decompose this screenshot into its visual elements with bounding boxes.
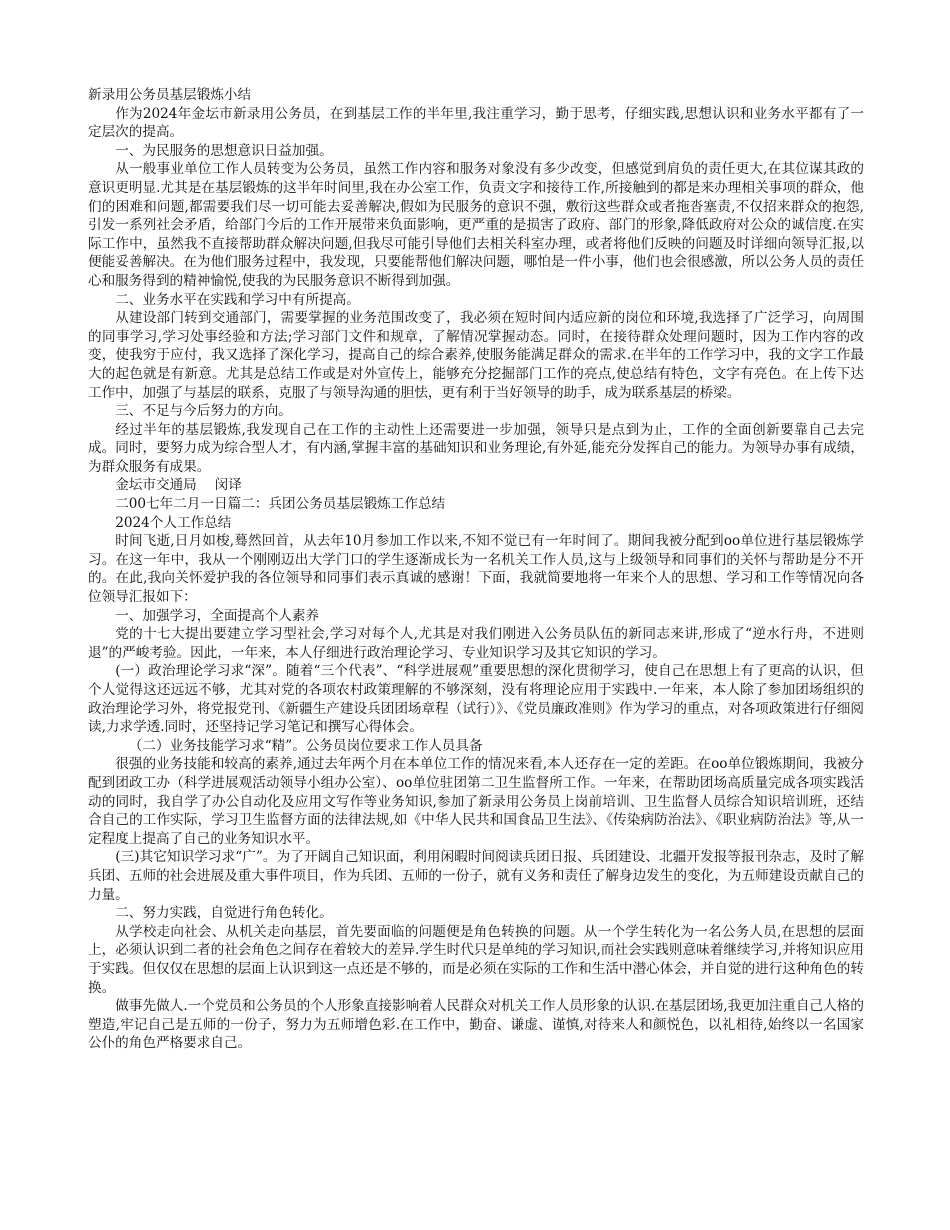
paragraph: 从一般事业单位工作人员转变为公务员，虽然工作内容和服务对象没有多少改变，但感觉到肩负的责任更大,在其位谋其政的意识更明显.尤其是在基层锻炼的这半年时间里,我在办公室工作，负责文字和接待工作,所接触到的都是来办理相关事项的群众，他们的困难和问题,都需要我们尽一切可能去妥善解决,假如为民服务的意识不强，敷衍这些群众或者拖沓塞责,不仅招来群众的抱怨,引发一系列社会矛盾，给部门今后的工作开展带来负面影响，更严重的是损害了政府、部门的形象,降低政府对公众的诚信度.在实际工作中，虽然我不直接帮助群众解决问题,但我尽可能引导他们去相关科室办理，或者将他们反映的问题及时详细向领导汇报,以便能妥善解决。在为他们服务过程中，我发现，只要能帮他们解决问题，哪怕是一件小事，他们也会很感激，所以公务人员的责任心和服务得到的精神愉悦,使我的为民服务意识不断得到加强。 (88, 161, 864, 289)
paragraph: 二、业务水平在实践和学习中有所提高。 (115, 291, 360, 308)
paragraph: 经过半年的基层锻炼,我发现自己在工作的主动性上还需要进一步加强，领导只是点到为止，工作的全面创新要靠自己去完成。同时，要努力成为综合型人才，有内涵,掌握丰富的基础知识和业务理论,有外延,能充分发挥自己的能力。为领导办事有成绩，为群众服务有成果。 (88, 421, 864, 475)
paragraph: 时间飞逝,日月如梭,蓦然回首，从去年10月参加工作以来,不知不觉已有一年时间了。期间我被分配到oo单位进行基层锻炼学习。在这一年中，我从一个刚刚迈出大学门口的学生逐渐成长为一名机关工作人员,这与上级领导和同事们的关怀与帮助是分不开的。在此,我向关怀爱护我的各位领导和同事们表示真诚的感谢！下面，我就简要地将一年来个人的思想、学习和工作等情况向各位领导汇报如下： (88, 533, 864, 606)
paragraph: 很强的业务技能和较高的素养,通过去年两个月在本单位工作的情况来看,本人还存在一定的差距。在oo单位锻炼期间，我被分配到团政工办（科学进展观活动领导小组办公室）、oo单位驻团第二卫生监督所工作。一年来，在帮助团场高质量完成各项实践活动的同时，我自学了办公自动化及应用文写作等业务知识,参加了新录用公务员上岗前培训、卫生监督人员综合知识培训班，还结合自己的工作实际，学习卫生监督方面的法律法规,如《中华人民共和国食品卫生法》、《传染病防治法》、《职业病防治法》等,从一定程度上提高了自己的业务知识水平。 (88, 756, 864, 847)
paragraph: 三、不足与今后努力的方向。 (115, 403, 292, 420)
paragraph: (三)其它知识学习求“广”。为了开阔自己知识面，利用闲暇时间阅读兵团日报、兵团建设、北疆开发报等报刊杂志，及时了解兵团、五师的社会进展及重大事件项目，作为兵团、五师的一份子，就有义务和责任了解身边发生的变化，为五师建设贡献自己的力量。 (88, 849, 864, 903)
paragraph: 从建设部门转到交通部门，需要掌握的业务范围改变了，我必须在短时间内适应新的岗位和环境,我选择了广泛学习，向周围的同事学习,学习处事经验和方法;学习部门文件和规章，了解情况掌握动态。同时，在接待群众处理问题时，因为工作内容的改变，使我穷于应付，我又选择了深化学习，提高自己的综合素养,使服务能满足群众的需求.在半年的工作学习中，我的文字工作最大的起色就是有新意。尤其是总结工作或是对外宣传上，能够充分挖掘部门工作的亮点,使总结有特色，文字有亮色。在上传下达工作中，加强了与基层的联系，克服了与领导沟通的胆怯，更有利于当好领导的助手，成为联系基层的桥梁。 (88, 310, 864, 401)
paragraph: 金坛市交通局 闵译 (115, 477, 242, 494)
paragraph: 二、努力实践，自觉进行角色转化。 (115, 905, 333, 922)
document-body (88, 105, 864, 1053)
paragraph: 从学校走向社会、从机关走向基层，首先要面临的问题便是角色转换的问题。从一个学生转化为一名公务人员,在思想的层面上，必须认识到二者的社会角色之间存在着较大的差异.学生时代只是单纯的学习知识,而社会实践则意味着继续学习,并将知识应用于实践。但仅仅在思想的层面上认识到这一点还是不够的，而是必须在实际的工作和生活中潜心体会，并自觉的进行这种角色的转换。 (88, 923, 864, 996)
paragraph: 二00七年二月一日篇二：兵团公务员基层锻炼工作总结 (115, 496, 446, 513)
paragraph: 一、为民服务的思想意识日益加强。 (115, 142, 333, 159)
paragraph: （二）业务技能学习求“精”。公务员岗位要求工作人员具备 (128, 737, 483, 754)
paragraph: (一）政治理论学习求“深”。随着“三个代表”、“科学进展观”重要思想的深化贯彻学习，使自己在思想上有了更高的认识，但个人觉得这还远远不够，尤其对党的各项农村政策理解的不够深刻，没有将理论应用于实践中.一年来，本人除了参加团场组织的政治理论学习外，将党报党刊、《新疆生产建设兵团团场章程（试行）》、《党员廉政准则》作为学习的重点，对各项政策进行仔细阅读,力求学透.同时，还坚持记学习笔记和撰写心得体会。 (88, 663, 864, 736)
paragraph: 作为2024年金坛市新录用公务员，在到基层工作的半年里,我注重学习，勤于思考，仔细实践,思想认识和业务水平都有了一定层次的提高。 (88, 105, 864, 141)
document-title: 新录用公务员基层锻炼小结 (88, 87, 252, 103)
paragraph: 做事先做人.一个党员和公务员的个人形象直接影响着人民群众对机关工作人员形象的认识.在基层团场,我更加注重自己人格的塑造,牢记自己是五师的一份子，努力为五师增色彩.在工作中，勤奋、谦虚、谨慎,对待来人和颜悦色，以礼相待,始终以一名国家公仆的角色严格要求自己。 (88, 998, 864, 1052)
document-page (88, 86, 864, 1053)
paragraph: 党的十七大提出要建立学习型社会,学习对每个人,尤其是对我们刚进入公务员队伍的新同志来讲,形成了“逆水行舟，不进则退”的严峻考验。因此，一年来，本人仔细进行政治理论学习、专业知识学习及其它知识的学习。 (88, 626, 864, 661)
paragraph: 一、加强学习，全面提高个人素养 (115, 607, 320, 624)
paragraph: 2024个人工作总结 (115, 514, 232, 531)
